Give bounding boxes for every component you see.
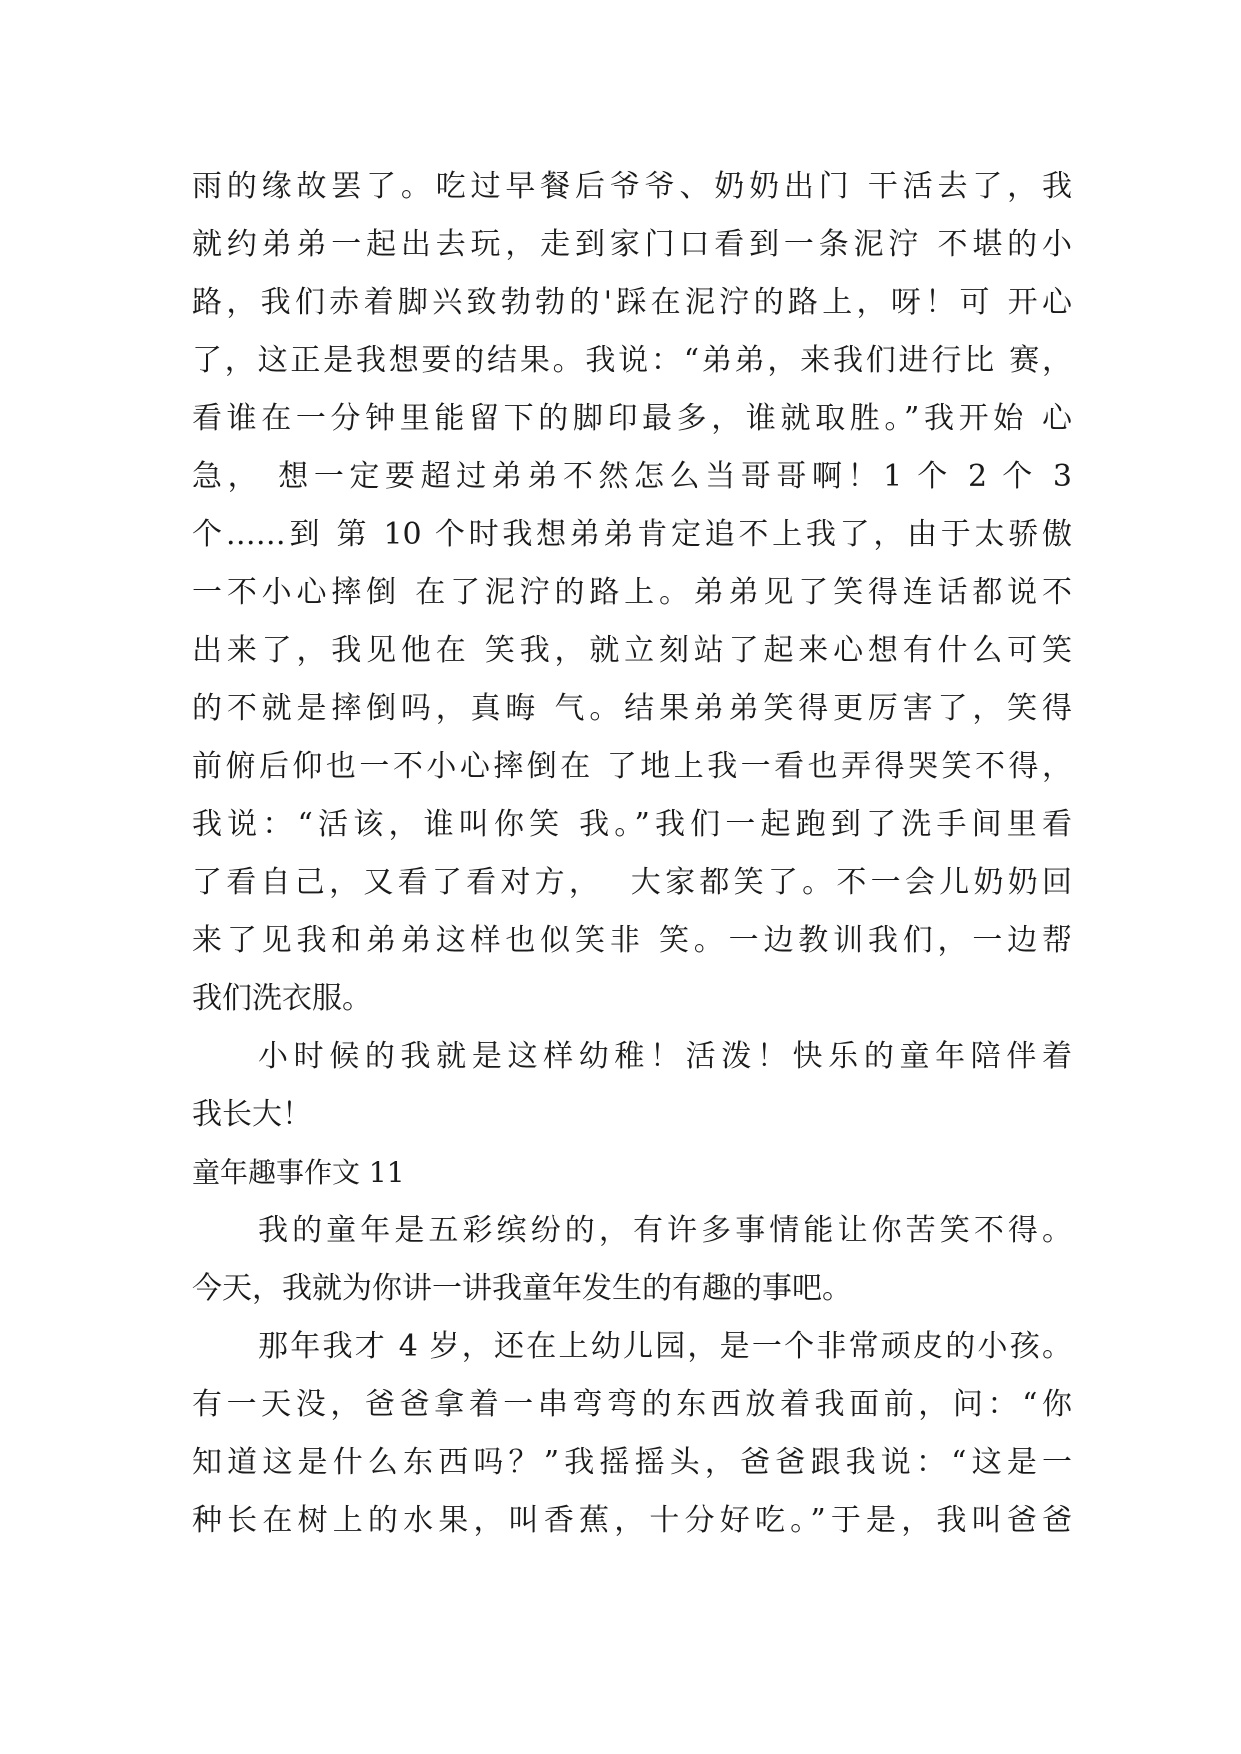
paragraph — [192, 1318, 1072, 1550]
paragraph — [192, 1202, 1072, 1318]
text-line: 小时候的我就是这样幼稚！活泼！快乐的童年陪伴着 — [258, 1039, 1072, 1074]
text-line: 我们洗衣服。 — [192, 981, 372, 1016]
document-body — [192, 158, 1072, 1550]
text-line: 的不就是摔倒吗，真晦 气。结果弟弟笑得更厉害了，笑得 — [192, 691, 1072, 726]
text-line: 雨的缘故罢了。吃过早餐后爷爷、奶奶出门 干活去了，我 — [192, 169, 1072, 204]
text-line: 知道这是什么东西吗？”我摇摇头，爸爸跟我说：“这是一 — [192, 1445, 1072, 1480]
text-line: 今天，我就为你讲一讲我童年发生的有趣的事吧。 — [192, 1271, 852, 1306]
text-line: 路，我们赤着脚兴致勃勃的'踩在泥泞的路上，呀！可 开心 — [192, 285, 1072, 320]
text-line: 种长在树上的水果，叫香蕉，十分好吃。”于是，我叫爸爸 — [192, 1503, 1072, 1538]
text-line: 看谁在一分钟里能留下的脚印最多，谁就取胜。”我开始 心 — [192, 401, 1072, 436]
text-line: 急， 想一定要超过弟弟不然怎么当哥哥啊！1 个 2 个 3 — [192, 459, 1072, 494]
heading-text: 童年趣事作文 11 — [192, 1156, 405, 1189]
text-line: 前俯后仰也一不小心摔倒在 了地上我一看也弄得哭笑不得， — [192, 749, 1072, 784]
section-heading — [192, 1144, 1072, 1202]
text-line: 我的童年是五彩缤纷的，有许多事情能让你苦笑不得。 — [258, 1213, 1072, 1248]
text-line: 了看自己，又看了看对方， 大家都笑了。不一会儿奶奶回 — [192, 865, 1072, 900]
paragraph — [192, 1028, 1072, 1144]
text-line: 那年我才 4 岁，还在上幼儿园，是一个非常顽皮的小孩。 — [258, 1329, 1072, 1364]
text-line: 就约弟弟一起出去玩，走到家门口看到一条泥泞 不堪的小 — [192, 227, 1072, 262]
text-line: 个……到 第 10 个时我想弟弟肯定追不上我了，由于太骄傲 — [192, 517, 1072, 552]
text-line: 一不小心摔倒 在了泥泞的路上。弟弟见了笑得连话都说不 — [192, 575, 1072, 610]
text-line: 我长大！ — [192, 1097, 312, 1132]
text-line: 我说：“活该，谁叫你笑 我。”我们一起跑到了洗手间里看 — [192, 807, 1072, 842]
text-line: 出来了，我见他在 笑我，就立刻站了起来心想有什么可笑 — [192, 633, 1072, 668]
paragraph — [192, 158, 1072, 1028]
text-line: 有一天没，爸爸拿着一串弯弯的东西放着我面前，问：“你 — [192, 1387, 1072, 1422]
text-line: 了，这正是我想要的结果。我说：“弟弟，来我们进行比 赛， — [192, 343, 1072, 378]
text-line: 来了见我和弟弟这样也似笑非 笑。一边教训我们，一边帮 — [192, 923, 1072, 958]
